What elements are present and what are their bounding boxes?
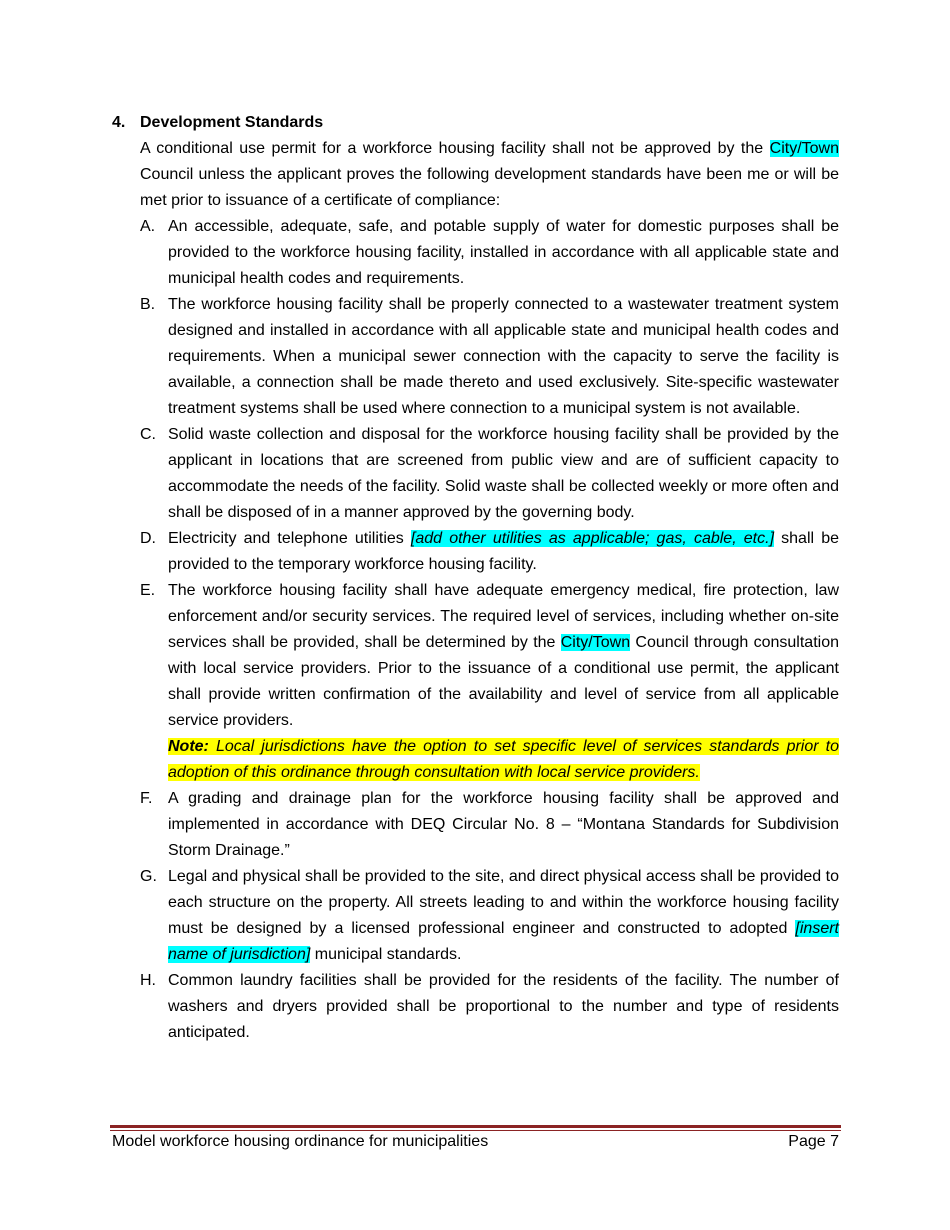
page-number: Page 7 <box>788 1133 839 1150</box>
list-item-body <box>168 578 839 786</box>
list-item-note-text: Note: <box>168 738 209 755</box>
list-item-paragraph <box>168 292 839 422</box>
list-item-body <box>168 214 839 292</box>
list-item-letter: C. <box>140 426 156 443</box>
list-item-body <box>168 422 839 526</box>
list-item-letter: F. <box>140 790 153 807</box>
list-item-paragraph <box>168 422 839 526</box>
list-item-paragraph <box>168 578 839 734</box>
list-item-text: The workforce housing facility shall have adequate emergency medical, fire protection, law enforcement and/or security services. The required level of services, including whether on-site services shall be provided, shall be determined by the <box>168 582 839 651</box>
list-item-note <box>168 734 839 786</box>
list-item-text: A grading and drainage plan for the workforce housing facility shall be approved and implemented in accordance with DEQ Circular No. 8 – “Montana Standards for Subdivision Storm Drainage.” <box>168 790 839 859</box>
section-intro-text: A conditional use permit for a workforce housing facility shall not be approved by the <box>140 140 770 157</box>
list-item-letter: G. <box>140 868 157 885</box>
list-item-body <box>168 968 839 1046</box>
section-heading <box>112 110 839 136</box>
section-intro-text: Council unless the applicant proves the following development standards have been me or will be met prior to issuance of a certificate of compliance: <box>140 166 839 209</box>
list-item-text: Common laundry facilities shall be provided for the residents of the facility. The number of washers and dryers provided shall be proportional to the number and type of residents anticipated. <box>168 972 839 1041</box>
list-item-text: shall be provided to the temporary workforce housing facility. <box>168 530 840 573</box>
standards-list <box>140 214 839 1046</box>
list-item-paragraph <box>168 214 839 292</box>
list-item <box>140 292 839 422</box>
list-item-highlight: City/Town <box>560 634 631 651</box>
list-item-text: municipal standards. <box>310 946 462 963</box>
list-item <box>140 422 839 526</box>
list-item <box>140 968 839 1046</box>
page-footer <box>112 1131 839 1153</box>
list-item-body <box>168 292 839 422</box>
list-item-highlight: [insert name of jurisdiction] <box>168 920 839 963</box>
list-item-body <box>168 526 839 578</box>
section-number: 4. <box>112 114 126 131</box>
list-item-paragraph <box>168 526 839 578</box>
list-item <box>140 526 839 578</box>
list-item-text: An accessible, adequate, safe, and potable supply of water for domestic purposes shall be provided to the workforce housing facility, installed in accordance with all applicable state and municipal health codes and requirements. <box>168 218 839 287</box>
section-title: Development Standards <box>140 114 324 131</box>
list-item <box>140 864 839 968</box>
list-item-paragraph <box>168 864 839 968</box>
list-item-letter: H. <box>140 972 156 989</box>
list-item-text: Solid waste collection and disposal for the workforce housing facility shall be provided by the applicant in locations that are screened from public view and are of sufficient capacity to accommodate the needs of the facility. Solid waste shall be collected weekly or more often and shall be disposed of in a manner approved by the governing body. <box>168 426 839 521</box>
footer-title: Model workforce housing ordinance for municipalities <box>112 1133 489 1150</box>
list-item-text: Electricity and telephone utilities <box>168 530 411 547</box>
list-item-note-text: Local jurisdictions have the option to set specific level of services standards prior to adoption of this ordinance through consultation with local service providers. <box>168 738 839 781</box>
list-item-letter: B. <box>140 296 156 313</box>
list-item-body <box>168 786 839 864</box>
list-item-body <box>168 864 839 968</box>
footer-rule <box>110 1125 841 1128</box>
list-item-letter: E. <box>140 582 156 599</box>
list-item-letter: D. <box>140 530 156 547</box>
list-item <box>140 214 839 292</box>
list-item-paragraph <box>168 786 839 864</box>
list-item-text: Council through consultation with local service providers. Prior to the issuance of a conditional use permit, the applicant shall provide written confirmation of the availability and level of service from all applicable service providers. <box>168 634 839 729</box>
section-intro <box>140 136 839 214</box>
list-item-paragraph <box>168 968 839 1046</box>
page-content <box>112 110 839 1046</box>
list-item-text: Legal and physical shall be provided to the site, and direct physical access shall be provided to each structure on the property. All streets leading to and within the workforce housing facility must be designed by a licensed professional engineer and constructed to adopted <box>168 868 839 937</box>
list-item-text: The workforce housing facility shall be properly connected to a wastewater treatment system designed and installed in accordance with all applicable state and municipal health codes and requirements. When a municipal sewer connection with the capacity to serve the facility is available, a connection shall be made thereto and used exclusively. Site-specific wastewater treatment systems shall be used where connection to a municipal system is not available. <box>168 296 839 417</box>
list-item <box>140 578 839 786</box>
list-item-highlight: [add other utilities as applicable; gas, cable, etc.] <box>410 530 775 547</box>
list-item <box>140 786 839 864</box>
list-item-letter: A. <box>140 218 156 235</box>
section-intro-highlight: City/Town <box>769 140 839 157</box>
